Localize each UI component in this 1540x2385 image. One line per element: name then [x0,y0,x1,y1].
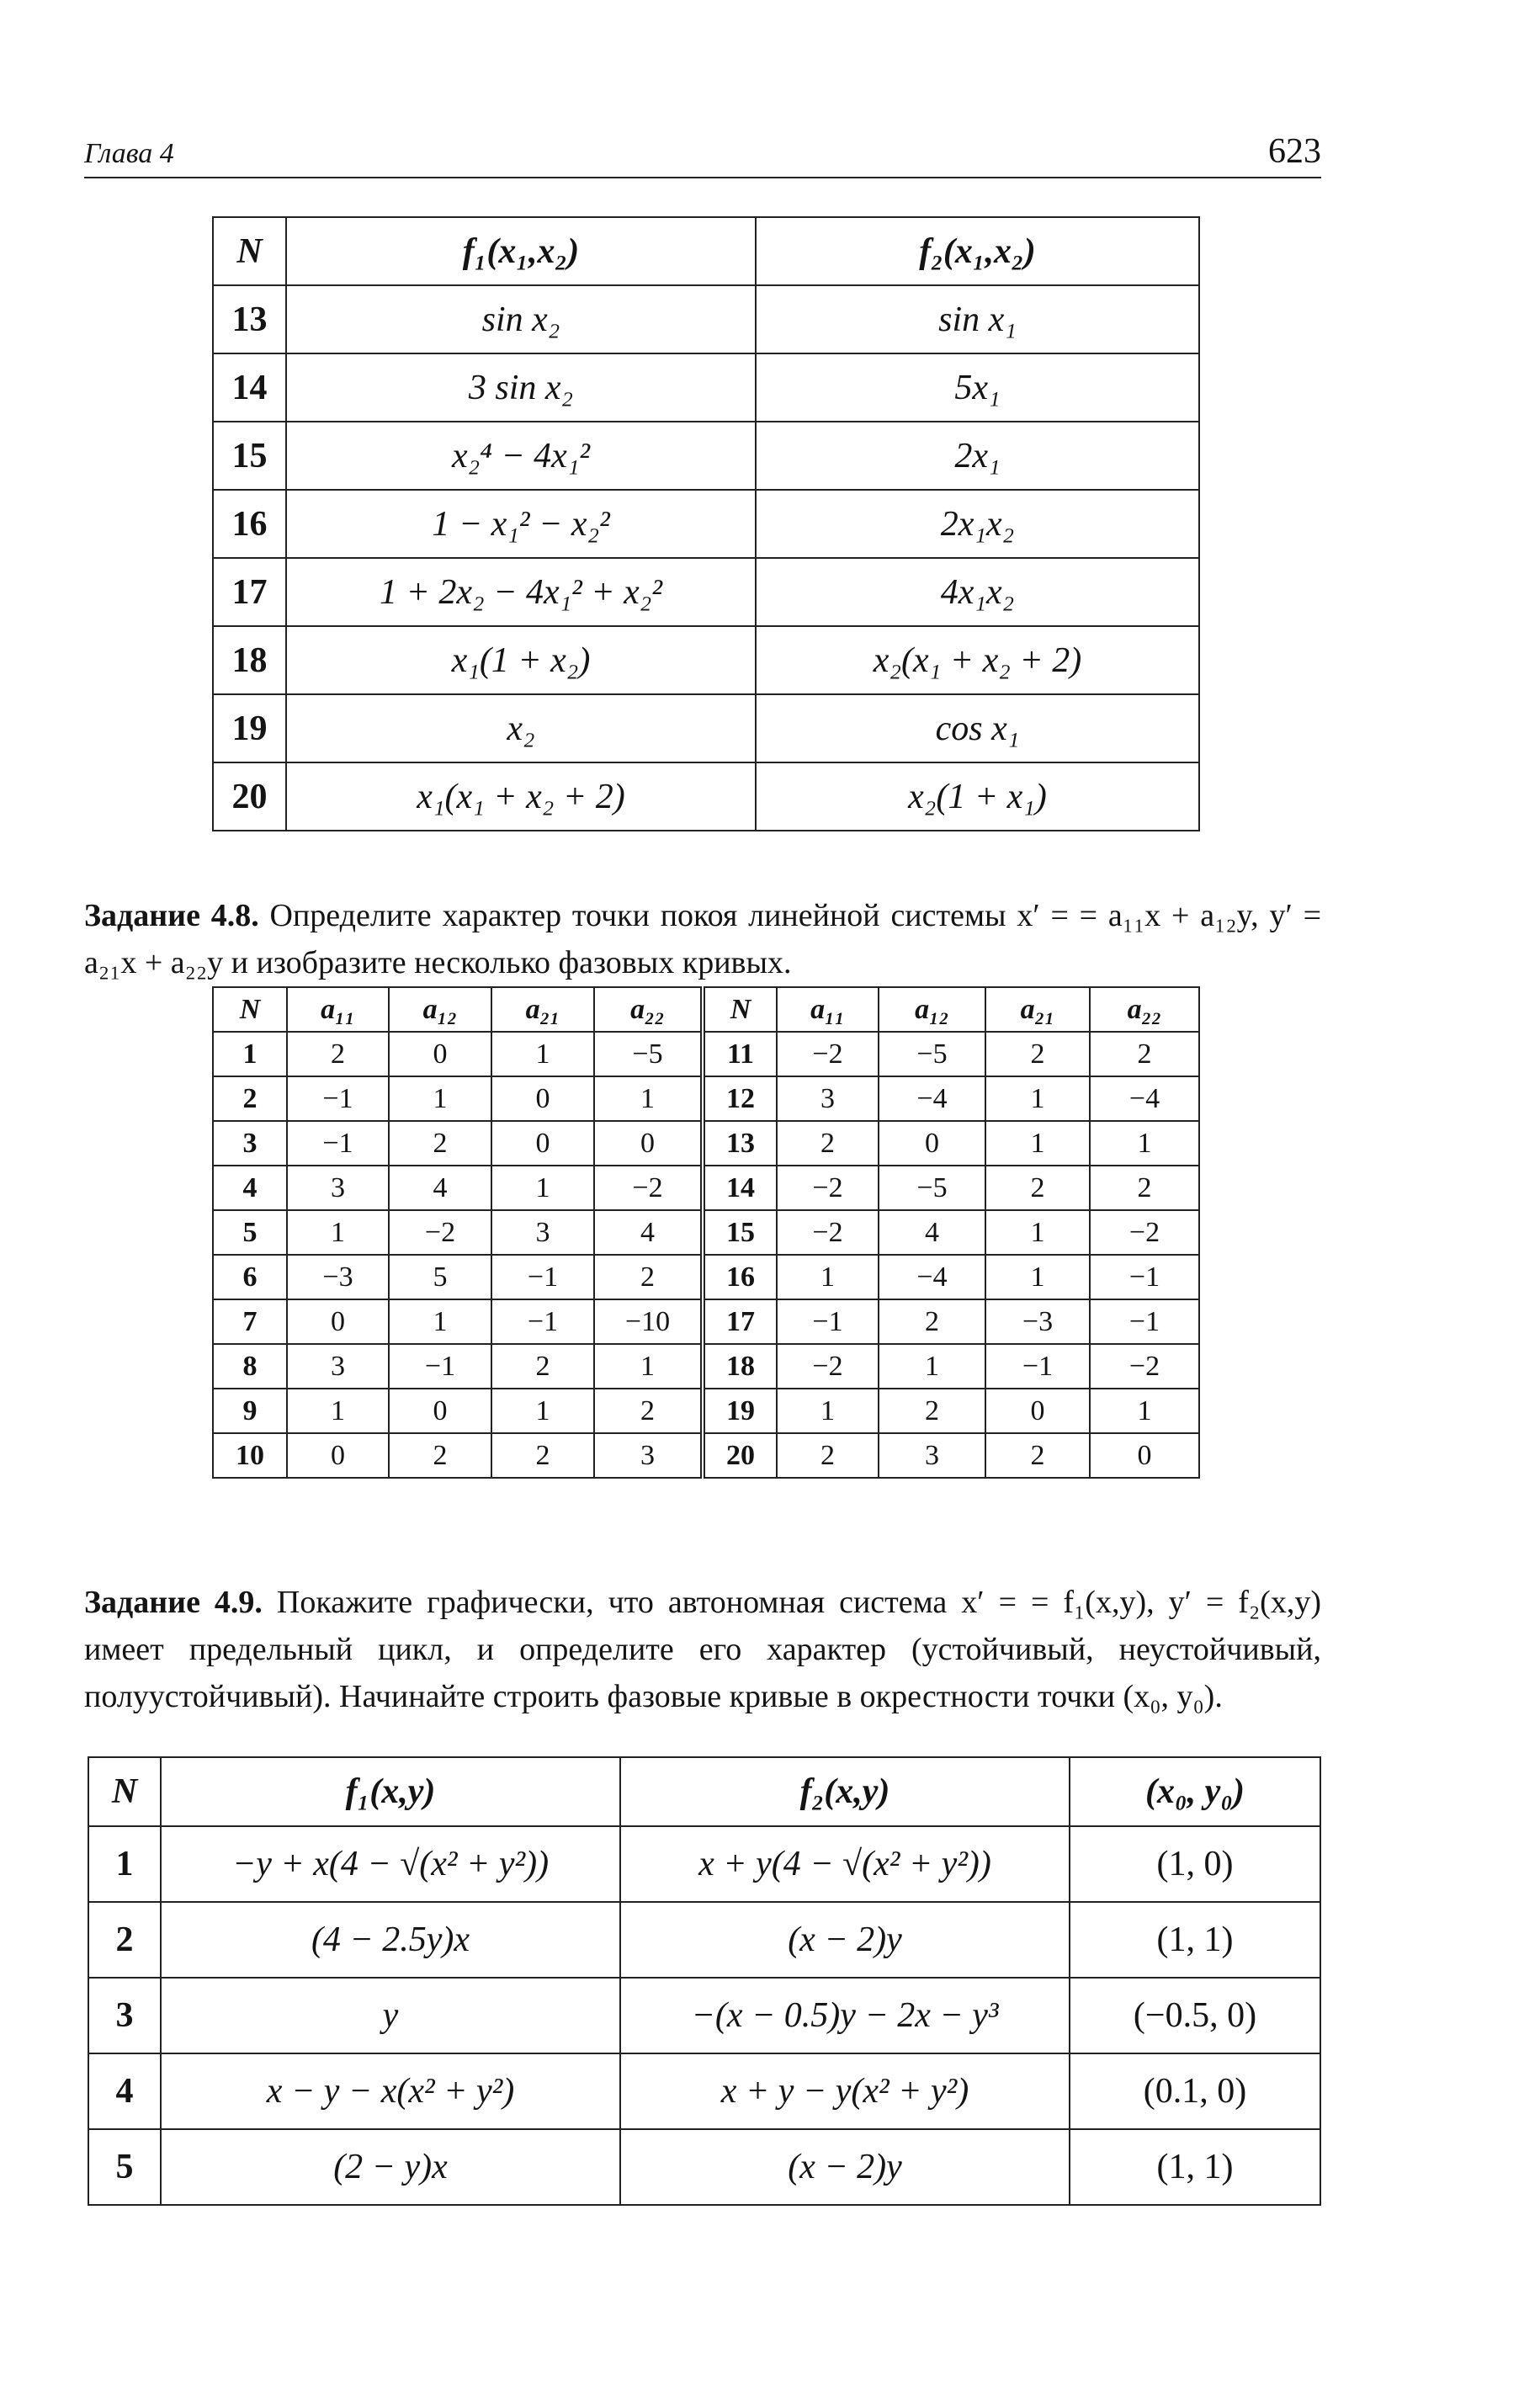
column-header: a₁₁ [777,987,879,1032]
table-cell: −1 [389,1344,491,1389]
table-cell: 0 [389,1032,491,1076]
table-cell: 2 [491,1344,594,1389]
table-cell: −5 [594,1032,703,1076]
table-cell: 2 [879,1299,985,1344]
table-cell: (0.1, 0) [1070,2053,1320,2129]
table-row [213,1032,1199,1076]
table-cell: 2 [1090,1032,1199,1076]
table-cell: 2 [985,1433,1090,1478]
table-cell: 4 [879,1210,985,1255]
table-row [88,2053,1320,2129]
row-number: 19 [703,1389,777,1433]
row-number: 15 [213,422,286,490]
table-cell: 2 [777,1121,879,1166]
row-number: 9 [213,1389,287,1433]
table-cell: (1, 1) [1070,1902,1320,1978]
table-row [213,1299,1199,1344]
column-header: f₁(x₁,x₂) [286,217,756,285]
table-cell: 0 [985,1389,1090,1433]
table-cell: 2 [594,1389,703,1433]
table-cell: 3 [879,1433,985,1478]
column-header: a₂₁ [491,987,594,1032]
table-header-row [213,217,1199,285]
table-cell: x₂(1 + x₁) [756,762,1199,831]
table-cell: 1 [1090,1121,1199,1166]
running-head [84,126,1321,178]
row-number: 14 [703,1166,777,1210]
table-cell: 2 [389,1433,491,1478]
column-header: a₁₂ [389,987,491,1032]
table-cell: −1 [287,1076,389,1121]
table-cell: 3 [287,1166,389,1210]
column-header: f₂(x,y) [620,1757,1070,1826]
row-number: 16 [703,1255,777,1299]
column-header: a₁₂ [879,987,985,1032]
table-cell: 2x₁ [756,422,1199,490]
table-cell: sin x₂ [286,285,756,353]
row-number: 13 [213,285,286,353]
row-number: 5 [88,2129,161,2205]
table-cell: x + y − y(x² + y²) [620,2053,1070,2129]
table-cell: −4 [879,1255,985,1299]
table-cell: 1 [879,1344,985,1389]
table-cell: 1 [594,1076,703,1121]
table-cell: −2 [777,1166,879,1210]
table-cell: 1 [985,1255,1090,1299]
column-header: N [88,1757,161,1826]
table-cell: cos x₁ [756,694,1199,762]
table-cell: 2 [1090,1166,1199,1210]
table-row [213,490,1199,558]
table-cell: −1 [1090,1255,1199,1299]
table-cell: 2 [491,1433,594,1478]
table-row [213,422,1199,490]
table-cell: 0 [389,1389,491,1433]
page-number: 623 [1268,132,1321,171]
row-number: 12 [703,1076,777,1121]
table-cell: 0 [287,1433,389,1478]
table-cell: 4 [389,1166,491,1210]
column-header: a₂₂ [1090,987,1199,1032]
table-row [213,353,1199,422]
table-cell: (1, 1) [1070,2129,1320,2205]
table-row [213,1076,1199,1121]
table-row [88,1978,1320,2053]
table-cell: x − y − x(x² + y²) [161,2053,620,2129]
table-cell: 5 [389,1255,491,1299]
row-number: 3 [213,1121,287,1166]
column-header: a₂₁ [985,987,1090,1032]
table-cell: (2 − y)x [161,2129,620,2205]
table-row [213,1121,1199,1166]
row-number: 13 [703,1121,777,1166]
column-header: N [703,987,777,1032]
table-cell: 1 [777,1255,879,1299]
table-cell: 2 [594,1255,703,1299]
table-cell: −1 [491,1255,594,1299]
table-cell: 4 [594,1210,703,1255]
table-row [213,1433,1199,1478]
table-linear-coefficients [212,986,1200,1479]
table-row [88,1826,1320,1902]
table-cell: 2 [985,1032,1090,1076]
table-cell: (4 − 2.5y)x [161,1902,620,1978]
table-cell: 3 [777,1076,879,1121]
row-number: 17 [213,558,286,626]
table-cell: −3 [287,1255,389,1299]
table-cell: −10 [594,1299,703,1344]
row-number: 8 [213,1344,287,1389]
table-cell: (x − 2)y [620,2129,1070,2205]
table-cell: 3 sin x₂ [286,353,756,422]
table-cell: −2 [777,1210,879,1255]
table-cell: −(x − 0.5)y − 2x − y³ [620,1978,1070,2053]
table-cell: 1 [985,1121,1090,1166]
row-number: 20 [213,762,286,831]
row-number: 16 [213,490,286,558]
column-header: f₂(x₁,x₂) [756,217,1199,285]
table-row [213,558,1199,626]
table-cell: 1 [389,1076,491,1121]
table-cell: 1 [287,1210,389,1255]
row-number: 10 [213,1433,287,1478]
table-cell: sin x₁ [756,285,1199,353]
table-cell: x₁(1 + x₂) [286,626,756,694]
row-number: 7 [213,1299,287,1344]
column-header: a₂₂ [594,987,703,1032]
task-text: Определите характер точки покоя линейной системы x′ = = a₁₁x + a₁₂y, y′ = a₂₁x + a₂₂y и изобразите несколько фазовых кривых. [84,898,1322,980]
table-cell: 5x₁ [756,353,1199,422]
table-cell: −2 [594,1166,703,1210]
table-cell: (x − 2)y [620,1902,1070,1978]
row-number: 19 [213,694,286,762]
table-cell: −y + x(4 − √(x² + y²)) [161,1826,620,1902]
row-number: 2 [213,1076,287,1121]
column-header: N [213,987,287,1032]
table-row [213,1210,1199,1255]
row-number: 14 [213,353,286,422]
row-number: 6 [213,1255,287,1299]
table-cell: −1 [491,1299,594,1344]
table-cell: −2 [777,1032,879,1076]
table-cell: x₂⁴ − 4x₁² [286,422,756,490]
table-cell: (−0.5, 0) [1070,1978,1320,2053]
table-cell: −1 [1090,1299,1199,1344]
table-cell: x + y(4 − √(x² + y²)) [620,1826,1070,1902]
table-cell: 2 [389,1121,491,1166]
table-row [213,1344,1199,1389]
table-row [213,285,1199,353]
task-4-9-paragraph [84,1579,1321,1720]
table-cell: 1 + 2x₂ − 4x₁² + x₂² [286,558,756,626]
table-cell: 4x₁x₂ [756,558,1199,626]
table-cell: 0 [1090,1433,1199,1478]
table-cell: 2 [777,1433,879,1478]
table-cell: −1 [287,1121,389,1166]
table-cell: −4 [1090,1076,1199,1121]
table-cell: y [161,1978,620,2053]
table-cell: 2x₁x₂ [756,490,1199,558]
task-4-8-paragraph [84,892,1321,986]
table-cell: 1 [491,1166,594,1210]
table-cell: x₁(x₁ + x₂ + 2) [286,762,756,831]
task-label: Задание 4.8. [84,898,259,933]
table-cell: 3 [287,1344,389,1389]
table-cell: −4 [879,1076,985,1121]
table-cell: 2 [287,1032,389,1076]
chapter-title: Глава 4 [84,138,174,169]
row-number: 1 [213,1032,287,1076]
row-number: 18 [703,1344,777,1389]
table-cell: −2 [1090,1210,1199,1255]
table-cell: 1 [594,1344,703,1389]
table-cell: 1 − x₁² − x₂² [286,490,756,558]
row-number: 4 [88,2053,161,2129]
table-row [213,762,1199,831]
table-functions-13-20 [212,216,1200,831]
row-number: 17 [703,1299,777,1344]
table-row [213,626,1199,694]
row-number: 11 [703,1032,777,1076]
table-cell: 1 [287,1389,389,1433]
table-cell: 2 [879,1389,985,1433]
row-number: 1 [88,1826,161,1902]
table-cell: −2 [389,1210,491,1255]
table-cell: −2 [777,1344,879,1389]
column-header: a₁₁ [287,987,389,1032]
row-number: 3 [88,1978,161,2053]
table-cell: 0 [491,1121,594,1166]
row-number: 20 [703,1433,777,1478]
table-cell: 2 [985,1166,1090,1210]
table-cell: 3 [491,1210,594,1255]
task-label: Задание 4.9. [84,1585,263,1620]
row-number: 5 [213,1210,287,1255]
column-header: N [213,217,286,285]
table-cell: −1 [985,1344,1090,1389]
row-number: 15 [703,1210,777,1255]
row-number: 18 [213,626,286,694]
task-text: Покажите графически, что автономная система x′ = = f₁(x,y), y′ = f₂(x,y) имеет предельный цикл, и определите его характер (устойчивый, неустойчивый, полуустойчивый). Начинайте строить фазовые кривые в окрестности точки (x₀, y₀). [84,1585,1321,1714]
table-limit-cycle-systems [88,1756,1321,2206]
table-cell: −3 [985,1299,1090,1344]
table-row [213,1389,1199,1433]
table-cell: 0 [491,1076,594,1121]
table-header-row [213,987,1199,1032]
table-header-row [88,1757,1320,1826]
column-header: f₁(x,y) [161,1757,620,1826]
table-cell: 1 [985,1076,1090,1121]
table-cell: (1, 0) [1070,1826,1320,1902]
table-cell: 1 [389,1299,491,1344]
table-row [213,1166,1199,1210]
table-cell: x₂ [286,694,756,762]
table-row [213,1255,1199,1299]
table-cell: x₂(x₁ + x₂ + 2) [756,626,1199,694]
table-cell: 0 [287,1299,389,1344]
row-number: 4 [213,1166,287,1210]
table-cell: −2 [1090,1344,1199,1389]
row-number: 2 [88,1902,161,1978]
table-cell: −5 [879,1166,985,1210]
table-cell: −5 [879,1032,985,1076]
table-cell: 0 [594,1121,703,1166]
table-cell: 3 [594,1433,703,1478]
table-cell: 1 [491,1032,594,1076]
table-row [88,2129,1320,2205]
column-header: (x₀, y₀) [1070,1757,1320,1826]
table-row [213,694,1199,762]
table-cell: 1 [985,1210,1090,1255]
table-row [88,1902,1320,1978]
table-cell: −1 [777,1299,879,1344]
table-cell: 0 [879,1121,985,1166]
table-cell: 1 [491,1389,594,1433]
table-cell: 1 [1090,1389,1199,1433]
table-cell: 1 [777,1389,879,1433]
